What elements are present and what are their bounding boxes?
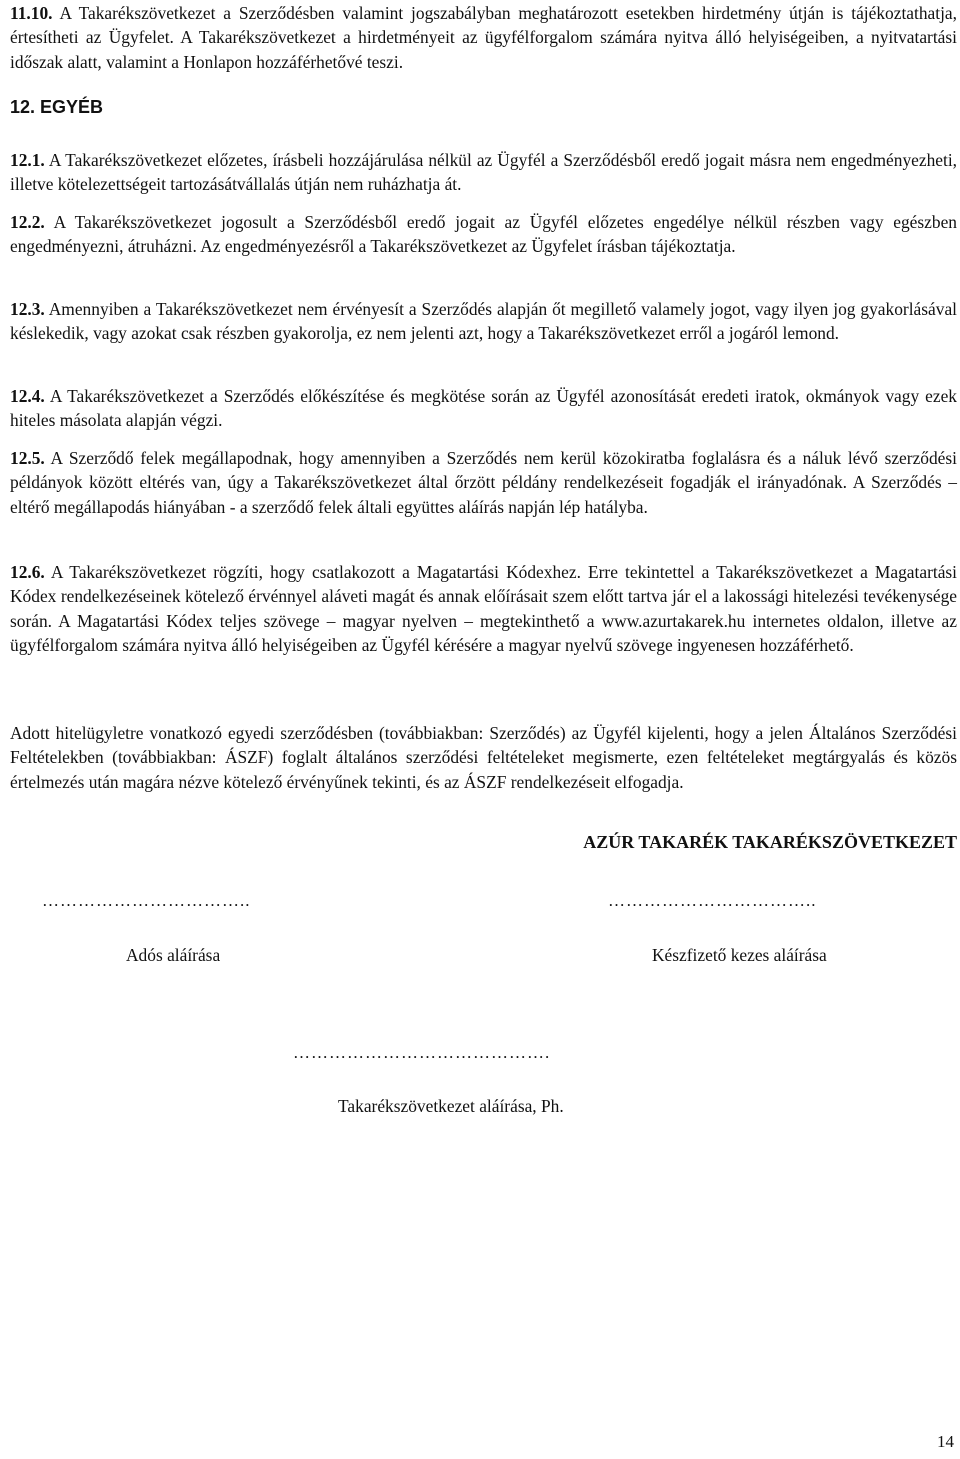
guarantor-signature-line: …………………………….. — [608, 891, 817, 910]
paragraph-number: 12.4. — [10, 386, 45, 406]
debtor-signature-line: …………………………….. — [42, 891, 251, 910]
paragraph-text: A Szerződő felek megállapodnak, hogy amennyiben a Szerződés nem kerül közokiratba foglalásra és a náluk lévő szerződési példányok között eltérés van, úgy a Takarékszövetkezet által őrzött példány rendelkezéseit fogadják el irányadónak. A Szerződés – eltérő megállapodás hiányában - a szerződő felek általi együttes aláírás napján lép hatályba. — [10, 448, 957, 517]
paragraph-text: A Takarékszövetkezet jogosult a Szerződésből eredő jogait az Ügyfél előzetes engedélye nélkül részben vagy egészben engedményezni, átruházni. Az engedményezésről a Takarékszövetkezet az Ügyfelet írásban tájékoztatja. — [10, 212, 957, 257]
paragraph-12-2 — [10, 210, 957, 259]
paragraph-text: A Takarékszövetkezet előzetes, írásbeli hozzájárulása nélkül az Ügyfél a Szerződésből eredő jogait másra nem engedményezheti, illetve kötelezettségeit tartozásátvállalás útján nem ruházhatja át. — [10, 150, 957, 195]
paragraph-12-5 — [10, 446, 957, 519]
organization-name: AZÚR TAKARÉK TAKARÉKSZÖVETKEZET — [583, 832, 957, 852]
paragraph-12-4 — [10, 384, 957, 433]
bank-signature-label: Takarékszövetkezet aláírása, Ph. — [338, 1096, 564, 1116]
paragraph-12-1 — [10, 148, 957, 197]
paragraph-text: A Takarékszövetkezet a Szerződés előkészítése és megkötése során az Ügyfél azonosítását eredeti iratok, okmányok vagy ezek hiteles másolata alapján végzi. — [10, 386, 958, 431]
paragraph-11-10 — [10, 1, 957, 74]
paragraph-number: 12.6. — [10, 562, 45, 582]
paragraph-text: A Takarékszövetkezet rögzíti, hogy csatlakozott a Magatartási Kódexhez. Erre tekintettel a Takarékszövetkezet a Magatartási Kódex rendelkezéseinek kötelező érvénnyel aláveti magát és annak előírásait szem előtt tartva jár el a lakossági hitelezési tevékenysége során. A Magatartási Kódex teljes szövege – magyar nyelven – megtekinthető a www.azurtakarek.hu internetes oldalon, illetve az ügyfélforgalom számára nyitva álló helyiségeiben az Ügyfél kérésére a magyar nyelvű szövege ingyenesen hozzáférhető. — [10, 562, 958, 656]
paragraph-number: 12.1. — [10, 150, 45, 170]
debtor-signature-label: Adós aláírása — [126, 945, 221, 965]
paragraph-text: Amennyiben a Takarékszövetkezet nem érvényesít a Szerződés alapján őt megillető valamely jogot, vagy ilyen jog gyakorlásával késlekedik, vagy azokat csak részben gyakorolja, ez nem jelenti azt, hogy a Takarékszövetkezet erről a jogáról lemond. — [10, 299, 957, 344]
paragraph-number: 12.2. — [10, 212, 45, 232]
paragraph-number: 12.3. — [10, 299, 45, 319]
paragraph-12-3 — [10, 297, 957, 346]
section-heading: 12. EGYÉB — [10, 97, 104, 117]
paragraph-12-6 — [10, 560, 957, 658]
acceptance-paragraph — [10, 721, 957, 794]
paragraph-text: Adott hitelügyletre vonatkozó egyedi szerződésben (továbbiakban: Szerződés) az Ügyfél kijelenti, hogy a jelen Általános Szerződési Feltételekben (továbbiakban: ÁSZF) foglalt általános szerződési feltételeket megismerte, ezen feltételeket megtárgyalás és közös értelmezés után magára nézve kötelező érvényűnek tekinti, és az ÁSZF rendelkezéseit elfogadja. — [10, 723, 957, 792]
bank-signature-line: ……………………………………. — [293, 1043, 551, 1062]
paragraph-text: A Takarékszövetkezet a Szerződésben valamint jogszabályban meghatározott esetekben hirdetmény útján is tájékoztathatja, értesítheti az Ügyfelet. A Takarékszövetkezet a hirdetményeit az ügyfélforgalom számára nyitva álló helyiségeiben, a nyitvatartási időszak alatt, valamint a Honlapon hozzáférhetővé teszi. — [10, 3, 957, 72]
guarantor-signature-label: Készfizető kezes aláírása — [652, 945, 827, 965]
paragraph-number: 11.10. — [10, 3, 53, 23]
paragraph-number: 12.5. — [10, 448, 45, 468]
page-number: 14 — [937, 1432, 954, 1451]
